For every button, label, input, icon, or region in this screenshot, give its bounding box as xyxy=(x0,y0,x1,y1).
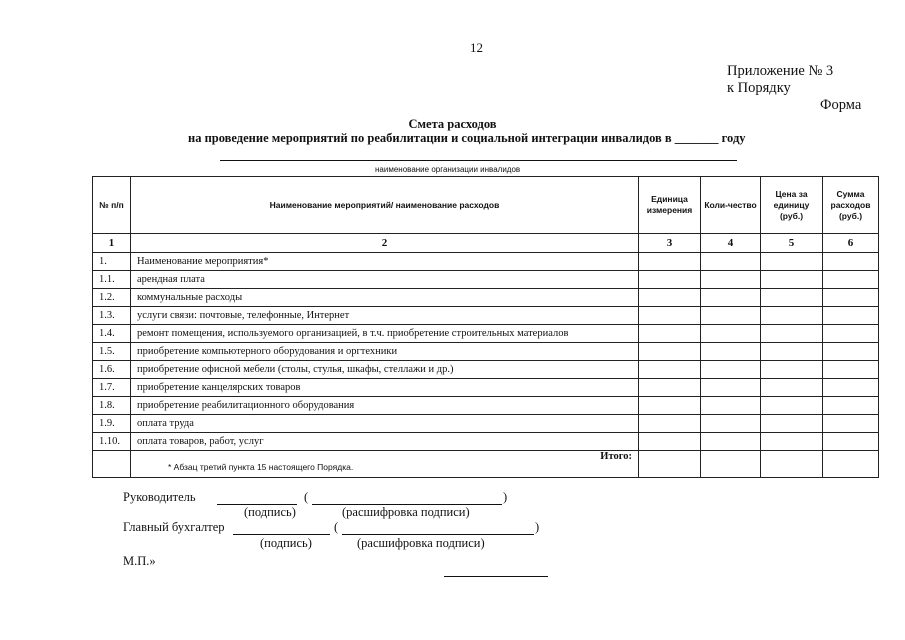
row-name: оплата труда xyxy=(131,415,639,433)
price-cell[interactable] xyxy=(761,325,823,343)
row-number: 1.7. xyxy=(93,379,131,397)
row-number: 1.10. xyxy=(93,433,131,451)
table-row xyxy=(93,343,879,361)
column-number: 5 xyxy=(761,234,823,253)
expense-table xyxy=(92,176,879,478)
sum-cell[interactable] xyxy=(823,415,879,433)
column-number: 3 xyxy=(639,234,701,253)
header-unit: Единица измерения xyxy=(639,177,701,234)
table-row xyxy=(93,379,879,397)
column-number: 6 xyxy=(823,234,879,253)
appendix-line2: к Порядку xyxy=(727,80,791,96)
document-subtitle: на проведение мероприятий по реабилитации и социальной интеграции инвалидов в _______ году xyxy=(188,131,746,145)
row-number: 1.1. xyxy=(93,271,131,289)
total-sum-cell[interactable] xyxy=(823,451,879,478)
head-close-paren: ) xyxy=(503,490,508,504)
unit-cell[interactable] xyxy=(639,343,701,361)
quantity-cell[interactable] xyxy=(701,253,761,271)
price-cell[interactable] xyxy=(761,253,823,271)
price-cell[interactable] xyxy=(761,379,823,397)
chief-accountant-close-paren: ) xyxy=(535,520,540,534)
footnote: * Абзац третий пункта 15 настоящего Порядка. xyxy=(168,462,354,472)
row-number: 1.3. xyxy=(93,307,131,325)
column-number: 2 xyxy=(131,234,639,253)
column-number: 4 xyxy=(701,234,761,253)
table-row xyxy=(93,415,879,433)
sum-cell[interactable] xyxy=(823,361,879,379)
sum-cell[interactable] xyxy=(823,253,879,271)
table-row xyxy=(93,361,879,379)
quantity-cell[interactable] xyxy=(701,325,761,343)
total-number-cell xyxy=(93,451,131,478)
total-price-cell[interactable] xyxy=(761,451,823,478)
header-price: Цена за единицу (руб.) xyxy=(761,177,823,234)
table-row xyxy=(93,325,879,343)
table-row xyxy=(93,433,879,451)
head-label: Руководитель xyxy=(123,490,196,504)
total-quantity-cell[interactable] xyxy=(701,451,761,478)
sum-cell[interactable] xyxy=(823,343,879,361)
unit-cell[interactable] xyxy=(639,307,701,325)
head-signature-caption: (подпись) xyxy=(244,505,296,519)
price-cell[interactable] xyxy=(761,343,823,361)
sum-cell[interactable] xyxy=(823,307,879,325)
unit-cell[interactable] xyxy=(639,433,701,451)
header-sum: Сумма расходов (руб.) xyxy=(823,177,879,234)
total-label: Итого: xyxy=(131,451,639,478)
organization-name-line xyxy=(220,160,737,161)
price-cell[interactable] xyxy=(761,307,823,325)
table-row xyxy=(93,289,879,307)
unit-cell[interactable] xyxy=(639,271,701,289)
row-name: арендная плата xyxy=(131,271,639,289)
quantity-cell[interactable] xyxy=(701,433,761,451)
price-cell[interactable] xyxy=(761,397,823,415)
column-number-row xyxy=(93,234,879,253)
row-name: оплата товаров, работ, услуг xyxy=(131,433,639,451)
quantity-cell[interactable] xyxy=(701,361,761,379)
row-number: 1.6. xyxy=(93,361,131,379)
row-number: 1.8. xyxy=(93,397,131,415)
chief-accountant-decryption-caption: (расшифровка подписи) xyxy=(357,536,485,550)
head-decryption-caption: (расшифровка подписи) xyxy=(342,505,470,519)
quantity-cell[interactable] xyxy=(701,343,761,361)
quantity-cell[interactable] xyxy=(701,397,761,415)
unit-cell[interactable] xyxy=(639,415,701,433)
price-cell[interactable] xyxy=(761,433,823,451)
appendix-block xyxy=(727,63,833,97)
price-cell[interactable] xyxy=(761,415,823,433)
appendix-line1: Приложение № 3 xyxy=(727,63,834,79)
quantity-cell[interactable] xyxy=(701,307,761,325)
row-number: 1.2. xyxy=(93,289,131,307)
chief-accountant-decryption-line[interactable] xyxy=(342,534,534,535)
row-name: коммунальные расходы xyxy=(131,289,639,307)
row-name: Наименование мероприятия* xyxy=(131,253,639,271)
chief-accountant-label: Главный бухгалтер xyxy=(123,520,225,534)
price-cell[interactable] xyxy=(761,361,823,379)
quantity-cell[interactable] xyxy=(701,289,761,307)
table-row xyxy=(93,397,879,415)
unit-cell[interactable] xyxy=(639,397,701,415)
sum-cell[interactable] xyxy=(823,433,879,451)
table-header-row xyxy=(93,177,879,234)
sum-cell[interactable] xyxy=(823,379,879,397)
table-row xyxy=(93,307,879,325)
chief-accountant-signature-caption: (подпись) xyxy=(260,536,312,550)
row-name: приобретение компьютерного оборудования и оргтехники xyxy=(131,343,639,361)
sum-cell[interactable] xyxy=(823,397,879,415)
table-row xyxy=(93,271,879,289)
row-name: приобретение реабилитационного оборудования xyxy=(131,397,639,415)
unit-cell[interactable] xyxy=(639,325,701,343)
price-cell[interactable] xyxy=(761,271,823,289)
sum-cell[interactable] xyxy=(823,289,879,307)
row-number: 1.4. xyxy=(93,325,131,343)
price-cell[interactable] xyxy=(761,289,823,307)
seal-label: М.П.» xyxy=(123,554,156,568)
form-label: Форма xyxy=(820,97,862,113)
unit-cell[interactable] xyxy=(639,379,701,397)
row-number: 1. xyxy=(93,253,131,271)
table-row xyxy=(93,253,879,271)
chief-accountant-open-paren: ( xyxy=(334,520,339,534)
organization-caption: наименование организации инвалидов xyxy=(375,165,521,174)
total-unit-cell[interactable] xyxy=(639,451,701,478)
unit-cell[interactable] xyxy=(639,361,701,379)
sum-cell[interactable] xyxy=(823,325,879,343)
document-title: Смета расходов xyxy=(408,117,497,131)
row-name: приобретение канцелярских товаров xyxy=(131,379,639,397)
closing-rule xyxy=(444,576,548,577)
row-name: приобретение офисной мебели (столы, стулья, шкафы, стеллажи и др.) xyxy=(131,361,639,379)
chief-accountant-signature-line[interactable] xyxy=(233,534,330,535)
quantity-cell[interactable] xyxy=(701,379,761,397)
column-number: 1 xyxy=(93,234,131,253)
quantity-cell[interactable] xyxy=(701,271,761,289)
row-name: услуги связи: почтовые, телефонные, Интернет xyxy=(131,307,639,325)
header-quantity: Коли-чество xyxy=(701,177,761,234)
header-number: № п/п xyxy=(93,177,131,234)
sum-cell[interactable] xyxy=(823,271,879,289)
head-open-paren: ( xyxy=(304,490,309,504)
unit-cell[interactable] xyxy=(639,253,701,271)
row-number: 1.5. xyxy=(93,343,131,361)
unit-cell[interactable] xyxy=(639,289,701,307)
header-name: Наименование мероприятий/ наименование расходов xyxy=(131,177,639,234)
quantity-cell[interactable] xyxy=(701,415,761,433)
page-number: 12 xyxy=(470,40,483,55)
row-number: 1.9. xyxy=(93,415,131,433)
row-name: ремонт помещения, используемого организацией, в т.ч. приобретение строительных материалов xyxy=(131,325,639,343)
